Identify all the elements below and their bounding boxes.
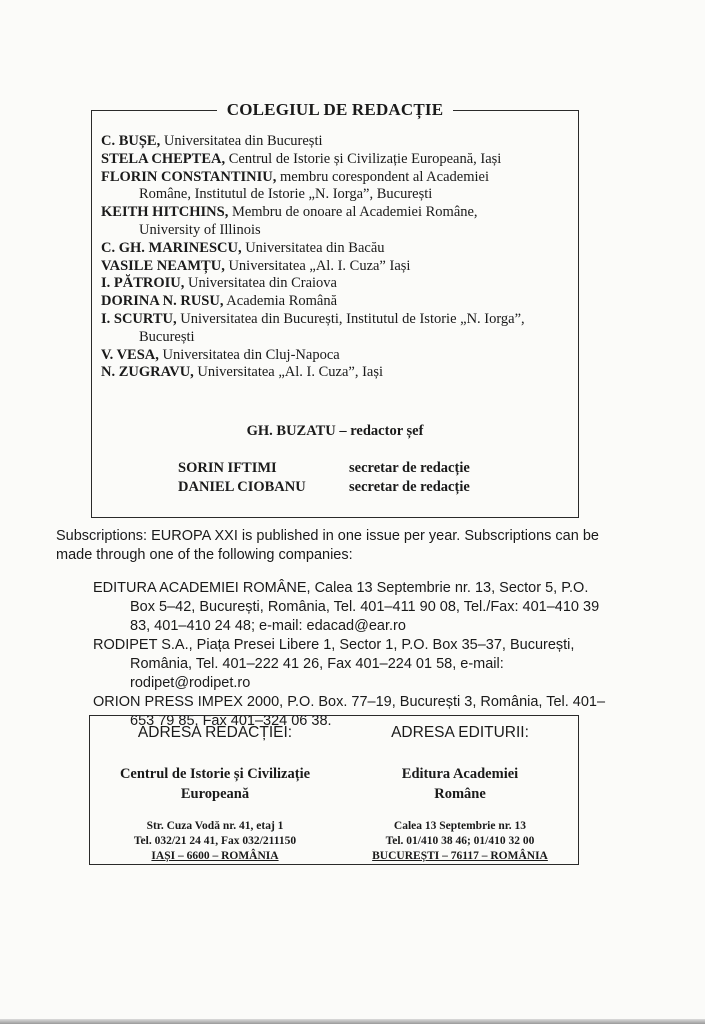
editorial-address-heading: ADRESA REDACȚIEI: (137, 724, 293, 741)
publisher-address-heading: ADRESA EDITURII: (391, 724, 529, 741)
editorial-contact: Str. Cuza Vodă nr. 41, etaj 1 Tel. 032/21 24 41, Fax 032/211150 IAȘI – 6600 – ROMÂNIA (133, 820, 297, 862)
board-member: I. PĂTROIU, Universitatea din Craiova (101, 275, 337, 292)
board-member: N. ZUGRAVU, Universitatea „Al. I. Cuza”, Iași (101, 364, 384, 381)
company-entry: EDITURA ACADEMIEI ROMÂNE, Calea 13 Septembrie nr. 13, Sector 5, P.O. Box 5–42, București, România, Tel. 401–411 90 08, Tel./Fax: 401–410 39 83, 401–410 24 48; e-mail: edacad@ear.ro (93, 580, 600, 634)
board-member: KEITH HITCHINS, Membru de onoare al Academiei Române, University of Illinois (101, 204, 478, 238)
board-member: FLORIN CONSTANTINIU, membru corespondent al Academiei Române, Institutul de Istorie „N. Iorga”, București (101, 168, 489, 203)
board-member: DORINA N. RUSU, Academia Română (101, 293, 338, 310)
publisher-address (340, 716, 580, 862)
board-title: COLEGIUL DE REDACȚIE (92, 100, 578, 120)
board-member: V. VESA, Universitatea din Cluj-Napoca (101, 346, 340, 363)
company-entry: RODIPET S.A., Piața Presei Libere 1, Sector 1, P.O. Box 35–37, București, România, Tel. 401–222 41 26, Fax 401–224 01 58, e-mail: rodipet@rodipet.ro (93, 637, 575, 691)
editorial-institution: Centrul de Istorie și Civilizație Europeană (119, 766, 311, 802)
secretaries-list (178, 459, 470, 497)
scan-edge-divider (0, 1019, 705, 1024)
board-members-list (101, 133, 573, 382)
board-member: STELA CHEPTEA, Centrul de Istorie și Civilizație Europeană, Iași (101, 150, 502, 167)
board-member: VASILE NEAMȚU, Universitatea „Al. I. Cuza” Iași (101, 257, 411, 274)
subscriptions-intro: Subscriptions: EUROPA XXI is published in one issue per year. Subscriptions can be made through one of the following companies: (56, 528, 599, 563)
board-member: C. GH. MARINESCU, Universitatea din Bacău (101, 239, 385, 256)
publisher-institution: Editura Academiei Române (401, 766, 519, 802)
editor-in-chief: GH. BUZATU – redactor șef (246, 423, 424, 439)
company-entry: ORION PRESS IMPEX 2000, P.O. Box. 77–19, București 3, România, Tel. 401–653 79 85, Fax 401–324 06 38. (93, 694, 606, 729)
address-box (89, 715, 579, 865)
editorial-address (90, 716, 340, 862)
secretary-row: DANIEL CIOBANU secretar de redacție (178, 479, 470, 495)
editorial-board-box (91, 100, 579, 518)
board-member: C. BUȘE, Universitatea din București (101, 133, 323, 149)
secretary-row: SORIN IFTIMI secretar de redacție (178, 460, 470, 476)
board-member: I. SCURTU, Universitatea din București, Institutul de Istorie „N. Iorga”, București (101, 310, 525, 345)
subscriptions-section (56, 527, 616, 731)
publisher-contact: Calea 13 Septembrie nr. 13 Tel. 01/410 38 46; 01/410 32 00 BUCUREȘTI – 76117 – ROMÂNIA (372, 820, 548, 862)
